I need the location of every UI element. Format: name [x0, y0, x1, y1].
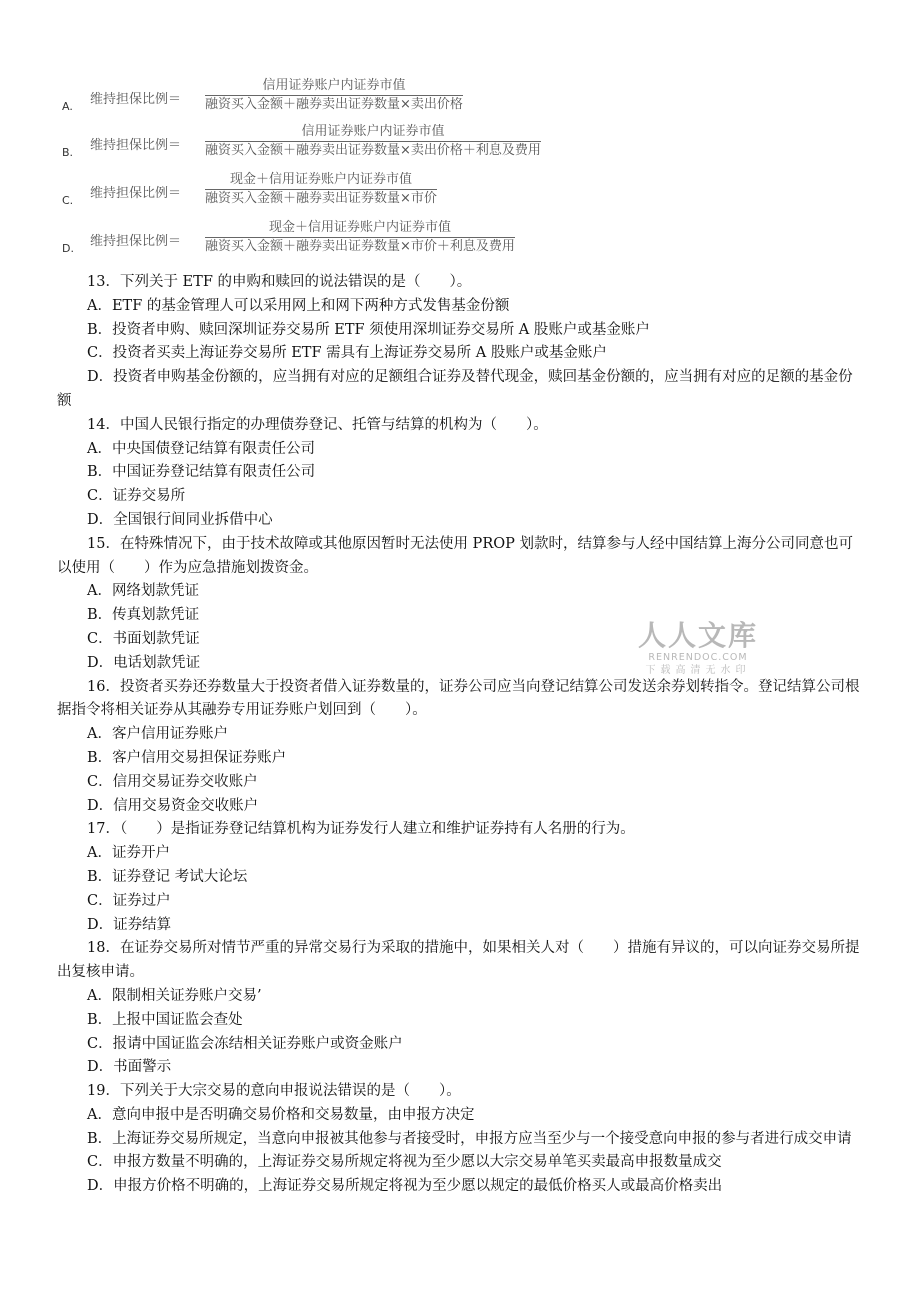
formula-denominator: 融资买入金额＋融券卖出证券数量×市价 [205, 191, 437, 206]
option-a: A．证券开户 [87, 845, 170, 862]
formula-lhs: 维持担保比例＝ [90, 234, 182, 249]
question-stem: 16．投资者买券还券数量大于投资者借入证券数量的，证券公司应当向登记结算公司发送余券划转指令。登记结算公司根据指令将相关证券从其融券专用证券账户划回到（ ）。 [57, 678, 860, 719]
formula-letter: A. [62, 100, 73, 113]
watermark-logo [618, 620, 778, 678]
fraction-bar [205, 237, 515, 238]
option-c: C．证券过户 [87, 892, 171, 909]
watermark-subtitle: 下载高清无水印 [645, 665, 751, 676]
option-b: B．中国证券登记结算有限责任公司 [87, 464, 316, 481]
watermark-title: 人人文库 [637, 619, 758, 652]
option-a: A．网络划款凭证 [87, 583, 199, 600]
formula-lhs: 维持担保比例＝ [90, 92, 182, 107]
question-14 [57, 414, 867, 533]
formula-numerator: 信用证券账户内证券市值 [301, 124, 445, 139]
question-stem: 17．（ ）是指证券登记结算机构为证券发行人建立和维护证券持有人名册的行为。 [87, 821, 635, 838]
option-a: A．意向申报中是否明确交易价格和交易数量，由申报方决定 [87, 1106, 475, 1123]
option-c: C．申报方数量不明确的，上海证券交易所规定将视为至少愿以大宗交易单笔买卖最高申报数量成交 [87, 1154, 722, 1171]
option-d: D．书面警示 [87, 1059, 172, 1076]
formula-denominator: 融资买入金额＋融券卖出证券数量×市价＋利息及费用 [205, 239, 515, 254]
option-d: D．投资者申购基金份额的，应当拥有对应的足额组合证券及替代现金，赎回基金份额的，应当拥有对应的足额的基金份额 [57, 369, 853, 409]
formula-lhs: 维持担保比例＝ [90, 186, 182, 201]
formula-numerator: 现金＋信用证券账户内证券市值 [268, 220, 451, 235]
option-c: C．信用交易证券交收账户 [87, 773, 258, 790]
option-d: D．信用交易资金交收账户 [87, 797, 259, 814]
option-c: C．证券交易所 [87, 488, 186, 505]
option-c: C．投资者买卖上海证券交易所 ETF 需具有上海证券交易所 A 股账户或基金账户 [87, 345, 607, 362]
option-b: B．客户信用交易担保证券账户 [87, 749, 287, 766]
option-a: A．中央国债登记结算有限责任公司 [87, 440, 315, 457]
formula-option-c [60, 170, 660, 216]
formula-letter: C. [62, 194, 74, 207]
question-17 [57, 818, 867, 937]
option-a: A．ETF 的基金管理人可以采用网上和网下两种方式发售基金份额 [87, 297, 510, 314]
formula-numerator: 信用证券账户内证券市值 [262, 78, 406, 93]
option-d: D．电话划款凭证 [87, 654, 201, 671]
formula-option-b [60, 122, 660, 168]
option-a: A．限制相关证券账户交易’ [87, 987, 262, 1004]
formula-denominator: 融资买入金额＋融券卖出证券数量×卖出价格 [205, 97, 463, 112]
option-b: B．上报中国证监会查处 [87, 1011, 243, 1028]
fraction-bar [205, 141, 541, 142]
formula-option-a [60, 76, 660, 122]
question-stem: 18．在证券交易所对情节严重的异常交易行为采取的措施中，如果相关人对（ ）措施有异议的，可以向证券交易所提出复核申请。 [57, 940, 860, 981]
option-b: B．传真划款凭证 [87, 607, 200, 624]
watermark-url: RENRENDOC.COM [648, 652, 748, 663]
formula-denominator: 融资买入金额＋融券卖出证券数量×卖出价格＋利息及费用 [205, 143, 541, 158]
formula-fraction [205, 124, 541, 159]
question-13 [57, 271, 867, 414]
question-stem: 13．下列关于 ETF 的申购和赎回的说法错误的是（ ）。 [87, 274, 472, 290]
question-18 [57, 937, 867, 1080]
formula-option-d [60, 218, 660, 264]
question-stem: 15．在特殊情况下，由于技术故障或其他原因暂时无法使用 PROP 划款时，结算参与人经中国结算上海分公司同意也可以使用（ ）作为应急措施划拨资金。 [57, 535, 853, 576]
option-a: A．客户信用证券账户 [87, 726, 228, 743]
option-b: B．证券登记 考试大论坛 [87, 868, 248, 885]
formula-fraction [205, 172, 437, 207]
option-c: C．报请中国证监会冻结相关证券账户或资金账户 [87, 1035, 403, 1052]
question-16 [57, 676, 867, 819]
option-d: D．全国银行间同业拆借中心 [87, 511, 273, 528]
formula-letter: B. [62, 146, 74, 159]
question-19 [57, 1080, 867, 1199]
question-stem: 19．下列关于大宗交易的意向申报说法错误的是（ ）。 [87, 1083, 461, 1100]
option-b: B．投资者申购、赎回深圳证券交易所 ETF 须使用深圳证券交易所 A 股账户或基金账户 [87, 321, 650, 338]
fraction-bar [205, 95, 463, 96]
formula-fraction [205, 220, 515, 255]
formula-numerator: 现金＋信用证券账户内证券市值 [229, 172, 412, 187]
option-c: C．书面划款凭证 [87, 630, 200, 647]
formula-lhs: 维持担保比例＝ [90, 138, 182, 153]
formula-letter: D. [62, 242, 74, 255]
formula-fraction [205, 78, 463, 113]
fraction-bar [205, 189, 437, 190]
question-stem: 14．中国人民银行指定的办理债券登记、托管与结算的机构为（ ）。 [87, 416, 548, 433]
question-list [57, 271, 867, 1199]
option-d: D．证券结算 [87, 916, 172, 933]
option-b: B．上海证券交易所规定，当意向申报被其他参与者接受时，申报方应当至少与一个接受意向申报的参与者进行成交申请 [87, 1130, 852, 1147]
option-d: D．申报方价格不明确的，上海证券交易所规定将视为至少愿以规定的最低价格买人或最高价格卖出 [87, 1178, 723, 1195]
